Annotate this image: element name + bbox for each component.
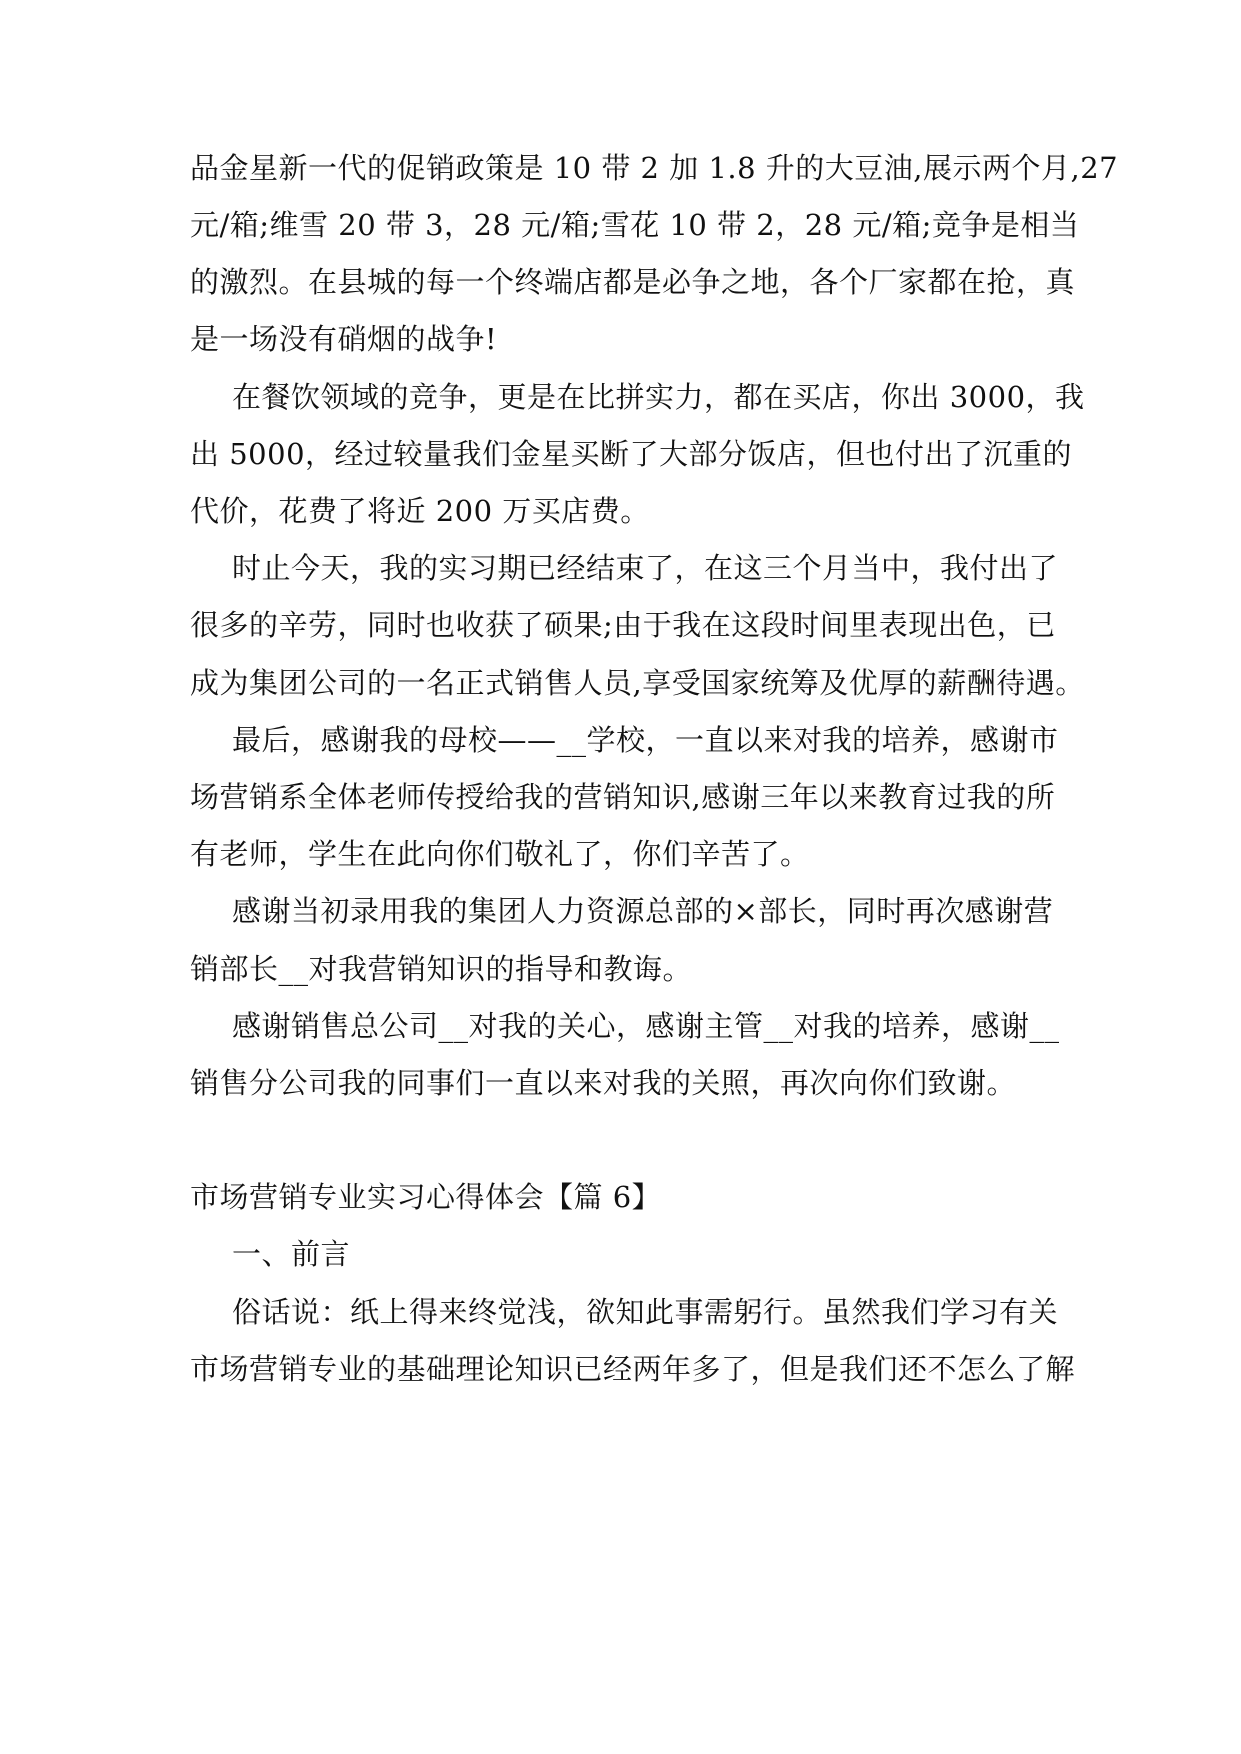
paragraph-line: 在餐饮领域的竞争，更是在比拼实力，都在买店，你出 3000，我 xyxy=(232,380,1085,414)
paragraph-line: 成为集团公司的一名正式销售人员,享受国家统筹及优厚的薪酬待遇。 xyxy=(190,666,1085,700)
paragraph-line: 品金星新一代的促销政策是 10 带 2 加 1.8 升的大豆油,展示两个月,27 xyxy=(190,151,1119,185)
paragraph-line: 出 5000，经过较量我们金星买断了大部分饭店，但也付出了沉重的 xyxy=(190,437,1073,471)
paragraph-line: 时止今天，我的实习期已经结束了，在这三个月当中，我付出了 xyxy=(232,551,1059,585)
subsection-heading: 一、前言 xyxy=(232,1237,351,1271)
paragraph-line: 市场营销专业的基础理论知识已经两年多了，但是我们还不怎么了解 xyxy=(190,1352,1076,1386)
paragraph-line: 俗话说：纸上得来终觉浅，欲知此事需躬行。虽然我们学习有关 xyxy=(232,1295,1059,1329)
paragraph-line: 感谢销售总公司__对我的关心，感谢主管__对我的培养，感谢__ xyxy=(232,1009,1060,1043)
section-heading: 市场营销专业实习心得体会【篇 6】 xyxy=(190,1180,662,1214)
paragraph-line: 是一场没有硝烟的战争! xyxy=(190,322,498,356)
paragraph-line: 的激烈。在县城的每一个终端店都是必争之地，各个厂家都在抢，真 xyxy=(190,265,1076,299)
paragraph-line: 元/箱;维雪 20 带 3，28 元/箱;雪花 10 带 2，28 元/箱;竞争是相当 xyxy=(190,208,1080,242)
paragraph-line: 销部长__对我营销知识的指导和教诲。 xyxy=(190,952,693,986)
paragraph-line: 很多的辛劳，同时也收获了硕果;由于我在这段时间里表现出色，已 xyxy=(190,608,1056,642)
paragraph-line: 场营销系全体老师传授给我的营销知识,感谢三年以来教育过我的所 xyxy=(190,780,1056,814)
paragraph-line: 最后，感谢我的母校——__学校，一直以来对我的培养，感谢市 xyxy=(232,723,1059,757)
paragraph-line: 有老师，学生在此向你们敬礼了，你们辛苦了。 xyxy=(190,837,810,871)
paragraph-line: 代价，花费了将近 200 万买店费。 xyxy=(190,494,650,528)
paragraph-line: 销售分公司我的同事们一直以来对我的关照，再次向你们致谢。 xyxy=(190,1066,1017,1100)
paragraph-line: 感谢当初录用我的集团人力资源总部的×部长，同时再次感谢营 xyxy=(232,894,1054,928)
